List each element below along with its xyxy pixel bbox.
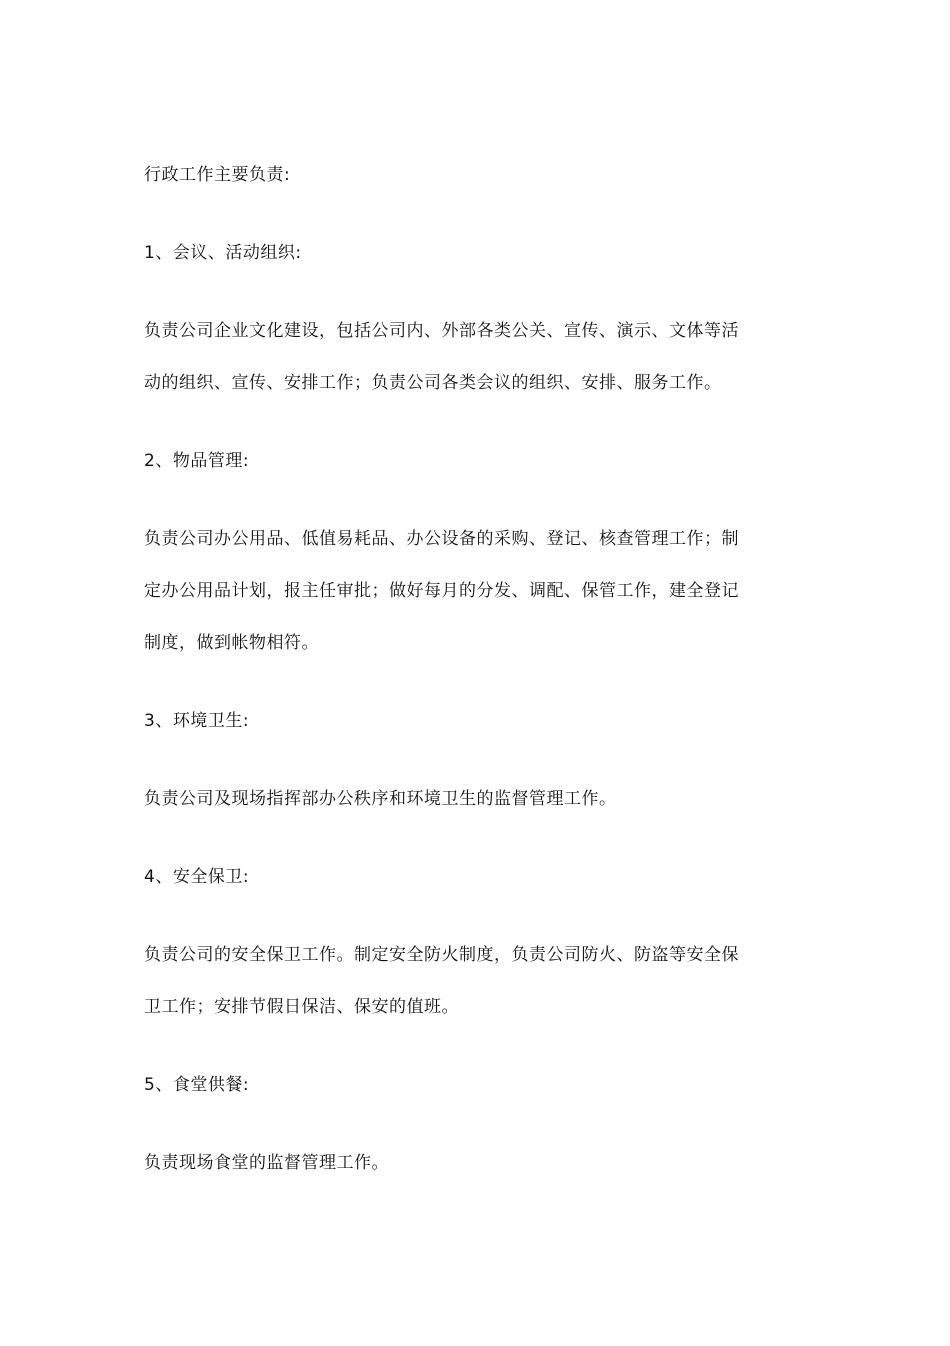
body-line: 负责公司及现场指挥部办公秩序和环境卫生的监督管理工作。 <box>144 789 617 809</box>
document-body <box>144 162 764 1228</box>
body-line: 制度，做到帐物相符。 <box>144 633 319 653</box>
body-line: 负责公司办公用品、低值易耗品、办公设备的采购、登记、核查管理工作；制 <box>144 529 739 549</box>
body-line: 定办公用品计划，报主任审批；做好每月的分发、调配、保管工作，建全登记 <box>144 581 739 601</box>
section-body-security <box>144 942 764 1020</box>
section-heading-security: 4、安全保卫: <box>144 867 250 887</box>
section-body-meetings <box>144 318 764 396</box>
body-line: 负责公司的安全保卫工作。制定安全防火制度，负责公司防火、防盗等安全保 <box>144 945 739 965</box>
section-heading-meetings: 1、会议、活动组织: <box>144 243 302 263</box>
section-heading-canteen: 5、食堂供餐: <box>144 1075 250 1095</box>
body-line: 负责现场食堂的监督管理工作。 <box>144 1153 389 1173</box>
body-line: 动的组织、宣传、安排工作；负责公司各类会议的组织、安排、服务工作。 <box>144 373 722 393</box>
section-body-hygiene <box>144 786 764 812</box>
document-title: 行政工作主要负责: <box>144 165 291 185</box>
body-line: 卫工作；安排节假日保洁、保安的值班。 <box>144 997 459 1017</box>
section-heading-hygiene: 3、环境卫生: <box>144 711 250 731</box>
section-body-supplies <box>144 526 764 656</box>
section-heading-supplies: 2、物品管理: <box>144 451 250 471</box>
section-body-canteen <box>144 1150 764 1176</box>
body-line: 负责公司企业文化建设，包括公司内、外部各类公关、宣传、演示、文体等活 <box>144 321 739 341</box>
